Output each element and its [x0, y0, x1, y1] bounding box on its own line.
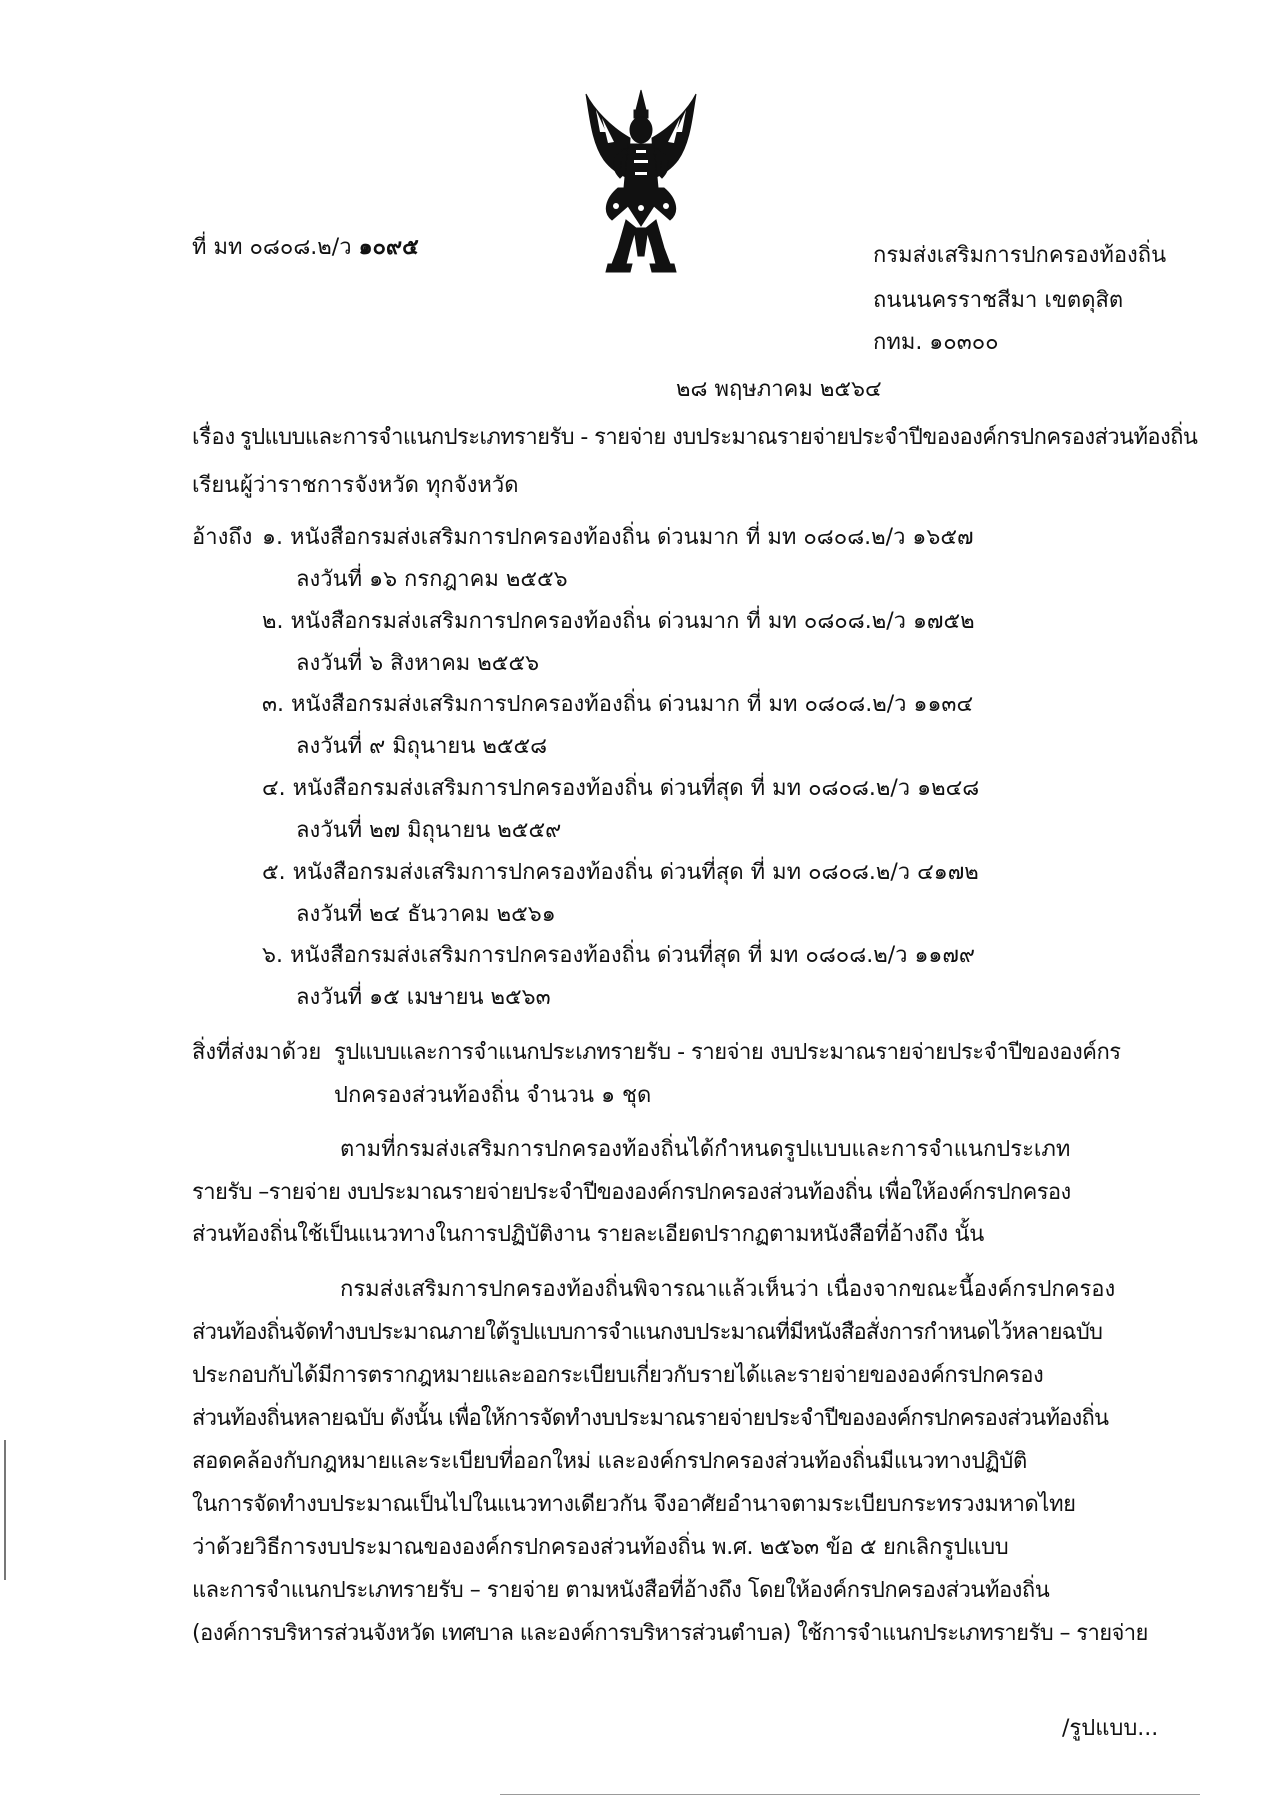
- reference-1: ๑. หนังสือกรมส่งเสริมการปกครองท้องถิ่น ด่วนมาก ที่ มท ๐๘๐๘.๒/ว ๑๖๕๗: [262, 525, 974, 550]
- reference-4-date: ลงวันที่ ๒๗ มิถุนายน ๒๕๕๙: [296, 818, 562, 843]
- paragraph-1-line-2: รายรับ –รายจ่าย งบประมาณรายจ่ายประจำปีขององค์กรปกครองส่วนท้องถิ่น เพื่อให้องค์กรปกครอง: [192, 1180, 1071, 1205]
- paragraph-2-line-5: สอดคล้องกับกฎหมายและระเบียบที่ออกใหม่ และองค์กรปกครองส่วนท้องถิ่นมีแนวทางปฏิบัติ: [192, 1449, 1027, 1474]
- subject-label: เรื่อง: [192, 425, 236, 450]
- issuer-line-1: กรมส่งเสริมการปกครองท้องถิ่น: [873, 243, 1167, 268]
- to-text: ผู้ว่าราชการจังหวัด ทุกจังหวัด: [240, 473, 519, 498]
- reference-4: ๔. หนังสือกรมส่งเสริมการปกครองท้องถิ่น ด่วนที่สุด ที่ มท ๐๘๐๘.๒/ว ๑๒๔๘: [262, 776, 980, 801]
- scan-bottom-line: [500, 1794, 1200, 1795]
- issuer-line-3: กทม. ๑๐๓๐๐: [873, 330, 999, 355]
- continuation-text: /รูปแบบ...: [1062, 1716, 1159, 1741]
- enclosure-line-1: รูปแบบและการจำแนกประเภทรายรับ - รายจ่าย งบประมาณรายจ่ายประจำปีขององค์กร: [334, 1040, 1121, 1065]
- references-label: อ้างถึง: [192, 525, 253, 550]
- reference-1-date: ลงวันที่ ๑๖ กรกฎาคม ๒๕๕๖: [296, 567, 568, 592]
- paragraph-1-line-1: ตามที่กรมส่งเสริมการปกครองท้องถิ่นได้กำหนดรูปแบบและการจำแนกประเภท: [340, 1137, 1071, 1162]
- paragraph-2-line-8: และการจำแนกประเภทรายรับ – รายจ่าย ตามหนังสือที่อ้างถึง โดยให้องค์กรปกครองส่วนท้องถิ่น: [192, 1578, 1050, 1603]
- paragraph-2-line-3: ประกอบกับได้มีการตรากฎหมายและออกระเบียบเกี่ยวกับรายได้และรายจ่ายขององค์กรปกครอง: [192, 1363, 1044, 1388]
- paragraph-2-line-7: ว่าด้วยวิธีการงบประมาณขององค์กรปกครองส่วนท้องถิ่น พ.ศ. ๒๕๖๓ ข้อ ๕ ยกเลิกรูปแบบ: [192, 1535, 1009, 1560]
- reference-5-date: ลงวันที่ ๒๔ ธันวาคม ๒๕๖๑: [296, 902, 556, 927]
- paragraph-2-line-6: ในการจัดทำงบประมาณเป็นไปในแนวทางเดียวกัน จึงอาศัยอำนาจตามระเบียบกระทรวงมหาดไทย: [192, 1492, 1076, 1517]
- paragraph-2-line-9: (องค์การบริหารส่วนจังหวัด เทศบาล และองค์การบริหารส่วนตำบล) ใช้การจำแนกประเภทรายรับ – รายจ่าย: [192, 1621, 1148, 1646]
- document-number: [192, 235, 419, 261]
- paragraph-1-line-3: ส่วนท้องถิ่นใช้เป็นแนวทางในการปฏิบัติงาน รายละเอียดปรากฏตามหนังสือที่อ้างถึง นั้น: [192, 1222, 984, 1247]
- reference-5: ๕. หนังสือกรมส่งเสริมการปกครองท้องถิ่น ด่วนที่สุด ที่ มท ๐๘๐๘.๒/ว ๔๑๗๒: [262, 860, 979, 885]
- document-number-value: ๑๐๙๕: [358, 235, 419, 260]
- reference-6: ๖. หนังสือกรมส่งเสริมการปกครองท้องถิ่น ด่วนที่สุด ที่ มท ๐๘๐๘.๒/ว ๑๑๗๙: [262, 943, 976, 968]
- reference-3-date: ลงวันที่ ๙ มิถุนายน ๒๕๕๘: [296, 734, 548, 759]
- reference-3: ๓. หนังสือกรมส่งเสริมการปกครองท้องถิ่น ด่วนมาก ที่ มท ๐๘๐๘.๒/ว ๑๑๓๔: [262, 692, 974, 717]
- issuer-line-2: ถนนนครราชสีมา เขตดุสิต: [873, 288, 1124, 313]
- subject-text: รูปแบบและการจำแนกประเภทรายรับ - รายจ่าย งบประมาณรายจ่ายประจำปีขององค์กรปกครองส่วนท้องถิ่น: [240, 425, 1198, 450]
- reference-2: ๒. หนังสือกรมส่งเสริมการปกครองท้องถิ่น ด่วนมาก ที่ มท ๐๘๐๘.๒/ว ๑๗๕๒: [262, 609, 975, 634]
- enclosure-label: สิ่งที่ส่งมาด้วย: [192, 1040, 322, 1065]
- scan-margin-line: [4, 1440, 6, 1580]
- reference-2-date: ลงวันที่ ๖ สิงหาคม ๒๕๕๖: [296, 651, 540, 676]
- paragraph-2-line-2: ส่วนท้องถิ่นจัดทำงบประมาณภายใต้รูปแบบการจำแนกงบประมาณที่มีหนังสือสั่งการกำหนดไว้หลายฉบับ: [192, 1320, 1103, 1345]
- letter-date: ๒๘ พฤษภาคม ๒๕๖๔: [676, 377, 882, 402]
- garuda-emblem-icon: [582, 88, 700, 276]
- document-number-prefix: ที่ มท ๐๘๐๘.๒/ว: [192, 235, 352, 260]
- enclosure-line-2: ปกครองส่วนท้องถิ่น จำนวน ๑ ชุด: [334, 1083, 652, 1108]
- to-label: เรียน: [192, 473, 240, 498]
- paragraph-2-line-4: ส่วนท้องถิ่นหลายฉบับ ดังนั้น เพื่อให้การจัดทำงบประมาณรายจ่ายประจำปีขององค์กรปกครองส่วนท้องถิ่น: [192, 1406, 1109, 1431]
- paragraph-2-line-1: กรมส่งเสริมการปกครองท้องถิ่นพิจารณาแล้วเห็นว่า เนื่องจากขณะนี้องค์กรปกครอง: [340, 1277, 1116, 1302]
- reference-6-date: ลงวันที่ ๑๕ เมษายน ๒๕๖๓: [296, 985, 551, 1010]
